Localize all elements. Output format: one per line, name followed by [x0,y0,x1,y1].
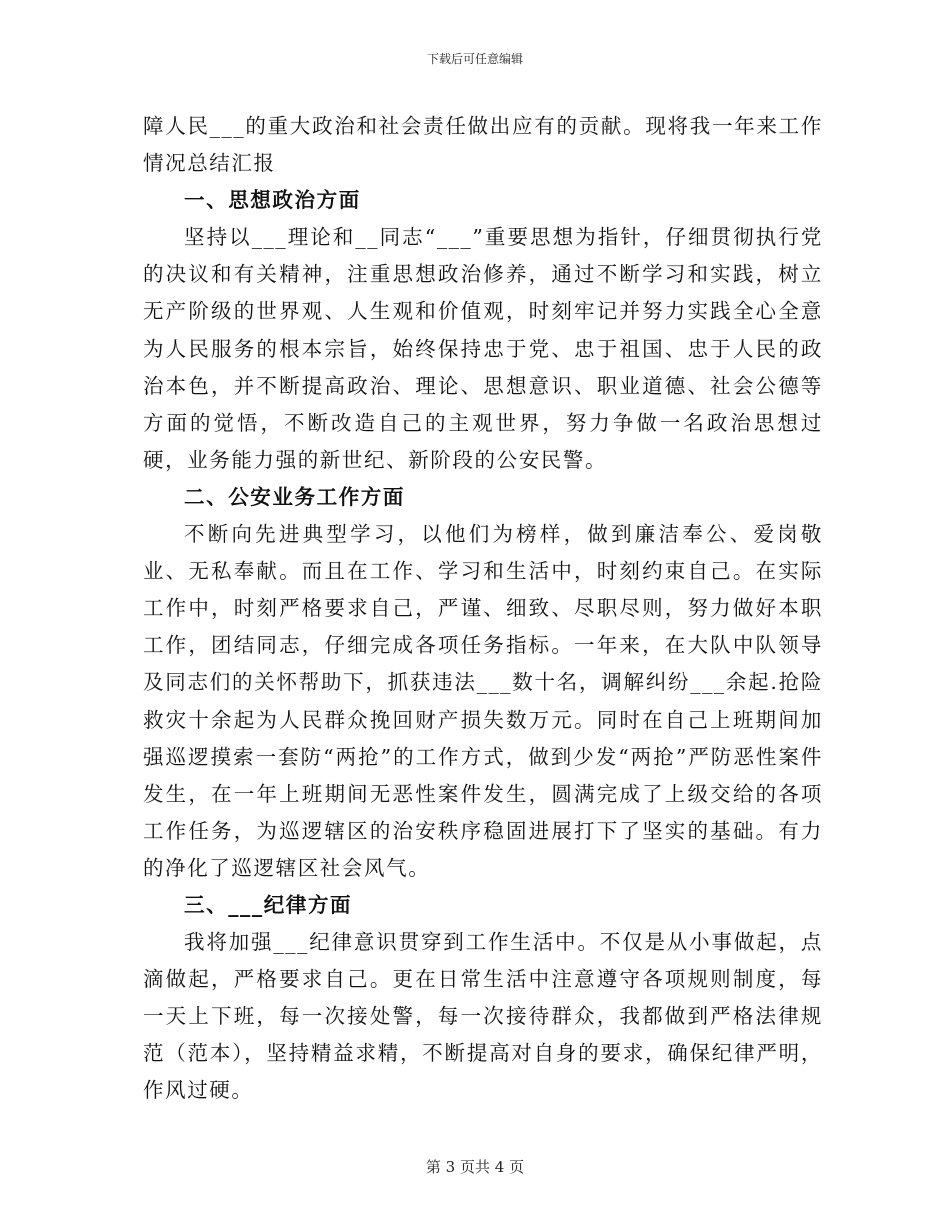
document-body [143,108,823,1110]
intro-paragraph: 障人民___的重大政治和社会责任做出应有的贡献。现将我一年来工作情况总结汇报 [143,114,823,176]
page-header: 下载后可任意编辑 [426,52,523,66]
section-paragraph-police-work: 不断向先进典型学习，以他们为榜样，做到廉洁奉公、爱岗敬业、无私奉献。而且在工作、学习和生活中，时刻约束自己。在实际工作中，时刻严格要求自己，严谨、细致、尽职尽则，努力做好本职工作，团结同志，仔细完成各项任务指标。一年来，在大队中队领导及同志们的关怀帮助下，抓获违法___数十名，调解纠纷___余起.抢险救灾十余起为人民群众挽回财产损失数万元。同时在自己上班期间加强巡逻摸索一套防“两抢”的工作方式，做到少发“两抢”严防恶性案件发生，在一年上班期间无恶性案件发生，圆满完成了上级交给的各项工作任务，为巡逻辖区的治安秩序稳固进展打下了坚实的基础。有力的净化了巡逻辖区社会风气。 [143,522,823,880]
page-number: 第 3 页共 4 页 [425,1158,525,1176]
section-heading-discipline: 三、___纪律方面 [184,892,353,917]
section-paragraph-ideology: 坚持以___理论和__同志“___”重要思想为指针，仔细贯彻执行党的决议和有关精神，注重思想政治修养，通过不断学习和实践，树立无产阶级的世界观、人生观和价值观，时刻牢记并努力实践全心全意为人民服务的根本宗旨，始终保持忠于党、忠于祖国、忠于人民的政治本色，并不断提高政治、理论、思想意识、职业道德、社会公德等方面的觉悟，不断改造自己的主观世界，努力争做一名政治思想过硬，业务能力强的新世纪、新阶段的公安民警。 [143,225,823,472]
section-paragraph-discipline: 我将加强___纪律意识贯穿到工作生活中。不仅是从小事做起，点滴做起，严格要求自己。更在日常生活中注意遵守各项规则制度，每一天上下班，每一次接处警，每一次接待群众，我都做到严格法律规范（范本），坚持精益求精，不断提高对自身的要求，确保纪律严明，作风过硬。 [143,930,823,1103]
section-heading-police-work: 二、公安业务工作方面 [184,484,405,509]
section-heading-ideology: 一、思想政治方面 [184,188,361,213]
